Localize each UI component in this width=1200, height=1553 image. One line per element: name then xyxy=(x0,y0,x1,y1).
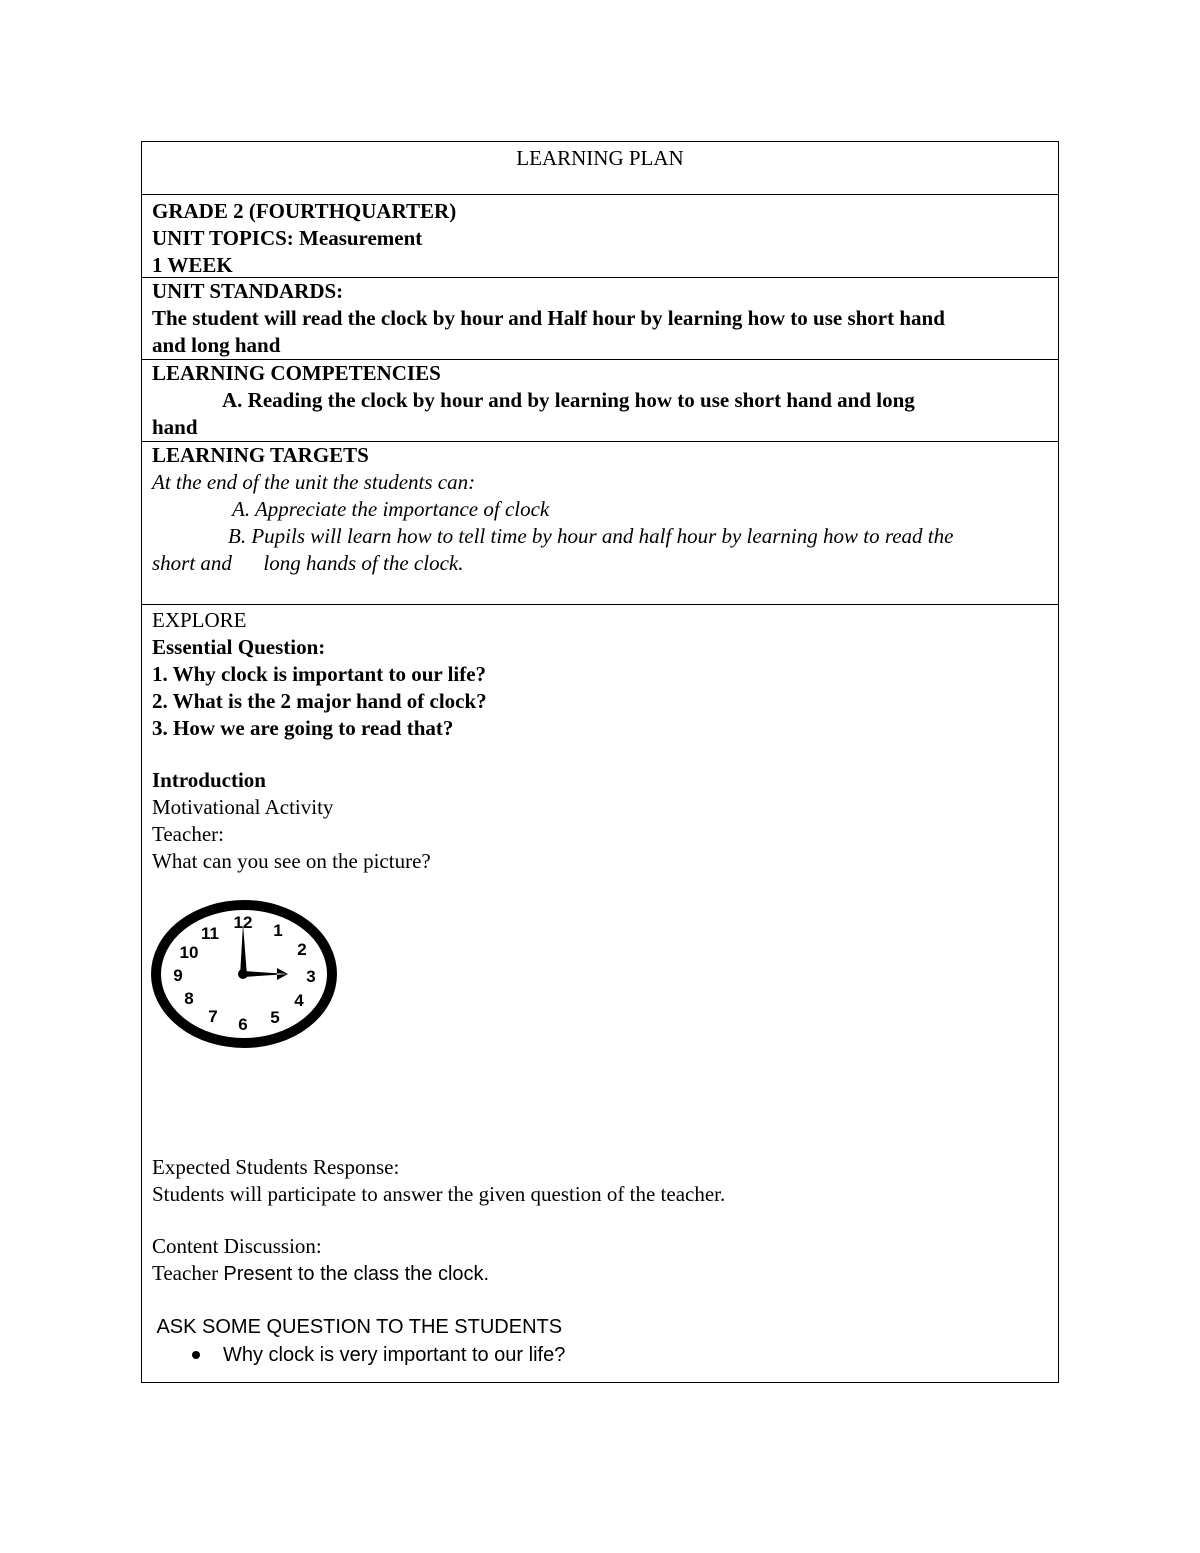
essential-question-2: 2. What is the 2 major hand of clock? xyxy=(152,689,487,713)
content-discussion-heading: Content Discussion: xyxy=(152,1234,322,1258)
target-b-line-1: B. Pupils will learn how to tell time by hour and half hour by learning how to read the xyxy=(228,524,954,548)
clock-number-6: 6 xyxy=(238,1015,248,1034)
clock-picture xyxy=(151,900,341,1050)
targets-row xyxy=(142,442,1058,605)
duration-line: 1 WEEK xyxy=(152,253,233,277)
standards-text-1: The student will read the clock by hour and Half hour by learning how to use short hand xyxy=(152,306,945,330)
expected-response-heading: Expected Students Response: xyxy=(152,1155,400,1179)
introduction-heading: Introduction xyxy=(152,768,266,792)
target-a: A. Appreciate the importance of clock xyxy=(232,497,550,521)
header-row xyxy=(142,195,1058,278)
clock-number-9: 9 xyxy=(173,966,183,985)
competency-a-line-2: hand xyxy=(152,415,198,439)
competencies-heading: LEARNING COMPETENCIES xyxy=(152,361,441,385)
clock-number-11: 11 xyxy=(201,924,219,943)
targets-heading: LEARNING TARGETS xyxy=(152,443,369,467)
learning-plan-table xyxy=(141,141,1059,1383)
essential-question-heading: Essential Question: xyxy=(152,635,326,659)
clock-number-10: 10 xyxy=(179,943,199,962)
competency-a-line-1: A. Reading the clock by hour and by learning how to use short hand and long xyxy=(222,388,915,412)
teacher-question: What can you see on the picture? xyxy=(152,849,431,873)
targets-intro: At the end of the unit the students can: xyxy=(152,470,476,494)
standards-heading: UNIT STANDARDS: xyxy=(152,279,344,303)
teacher-label: Teacher: xyxy=(152,822,224,846)
question-bullet-item xyxy=(152,1341,1048,1369)
ask-questions-heading: ASK SOME QUESTION TO THE STUDENTS xyxy=(152,1316,563,1338)
essential-question-3: 3. How we are going to read that? xyxy=(152,716,454,740)
title-row xyxy=(142,142,1058,195)
standards-text-2: and long hand xyxy=(152,333,281,357)
clock-number-1: 1 xyxy=(273,921,283,940)
bullet-icon xyxy=(192,1351,200,1359)
clock-short-hand xyxy=(243,968,288,980)
clock-number-5: 5 xyxy=(270,1008,280,1027)
content-discussion-text: Present to the class the clock. xyxy=(223,1263,490,1285)
explore-heading: EXPLORE xyxy=(152,608,247,632)
question-bullet-text: Why clock is very important to our life? xyxy=(223,1344,566,1366)
explore-row xyxy=(142,605,1058,1382)
grade-line: GRADE 2 (FOURTHQUARTER) xyxy=(152,199,457,223)
competencies-row xyxy=(142,360,1058,442)
clock-number-8: 8 xyxy=(184,989,194,1008)
standards-row xyxy=(142,278,1058,360)
clock-number-4: 4 xyxy=(294,991,304,1010)
essential-question-1: 1. Why clock is important to our life? xyxy=(152,662,487,686)
expected-response-text: Students will participate to answer the given question of the teacher. xyxy=(152,1182,726,1206)
content-teacher-label: Teacher xyxy=(152,1261,224,1285)
plan-title: LEARNING PLAN xyxy=(516,146,684,170)
clock-center xyxy=(238,969,248,979)
target-b-line-2: short and long hands of the clock. xyxy=(152,551,464,575)
clock-number-2: 2 xyxy=(297,940,307,959)
unit-topics-line: UNIT TOPICS: Measurement xyxy=(152,226,423,250)
clock-number-7: 7 xyxy=(208,1007,218,1026)
clock-number-3: 3 xyxy=(306,967,316,986)
clock-number-12: 12 xyxy=(233,913,253,932)
motivational-activity: Motivational Activity xyxy=(152,795,334,819)
